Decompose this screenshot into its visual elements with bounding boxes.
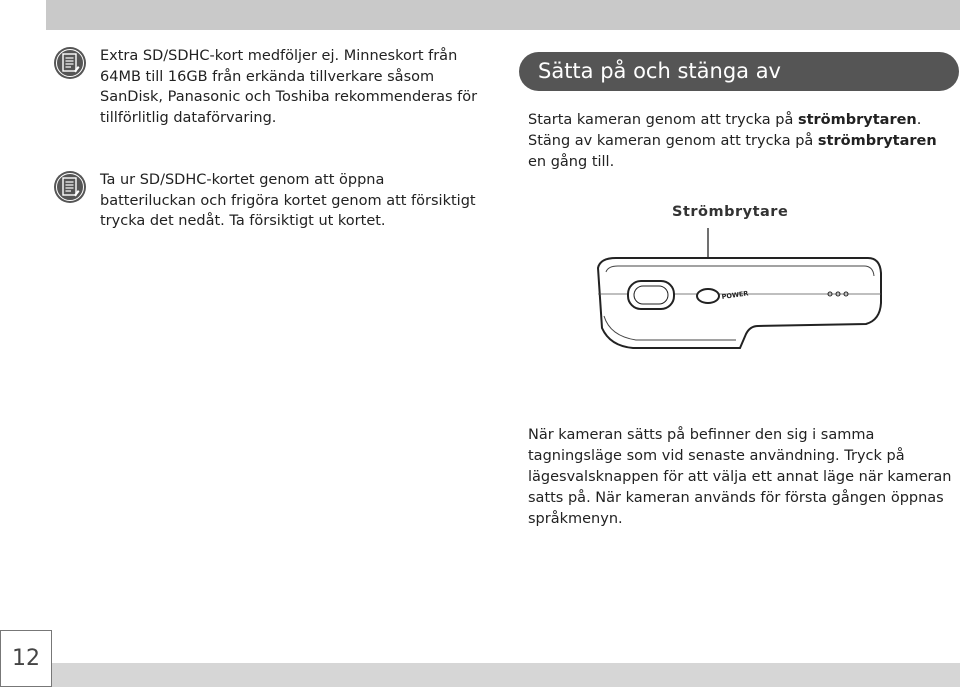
power-switch-term: strömbrytaren bbox=[797, 112, 917, 128]
note-text: Ta ur SD/SDHC-kortet genom att öppna batteriluckan och frigöra kortet genom att försiktigt trycka det nedåt. Ta försiktigt ut kortet. bbox=[100, 172, 476, 229]
note-card bbox=[53, 170, 483, 232]
note-icon bbox=[53, 170, 87, 204]
intro-paragraph: Starta kameran genom att trycka på strömbrytaren. Stäng av kameran genom att trycka på strömbrytaren en gång till. bbox=[528, 112, 937, 170]
page-number: 12 bbox=[0, 630, 52, 687]
note-icon bbox=[53, 46, 87, 80]
note-card bbox=[53, 46, 483, 128]
power-button-label: POWER bbox=[721, 289, 749, 301]
note-text: Extra SD/SDHC-kort medföljer ej. Minneskort från 64MB till 16GB från erkända tillverkare såsom SanDisk, Panasonic och Toshiba rekommenderas för tillförlitlig dataförvaring. bbox=[100, 48, 478, 126]
camera-top-illustration bbox=[588, 228, 888, 353]
power-switch-callout-label: Strömbrytare bbox=[672, 204, 789, 220]
footer-bar bbox=[52, 663, 960, 687]
startup-paragraph: När kameran sätts på befinner den sig i samma tagningsläge som vid senaste användning. Tryck på lägesvalsknappen för att välja ett annat läge när kameran satts på. När kameran används för första gången öppnas språkmenyn. bbox=[528, 427, 952, 527]
power-button bbox=[697, 289, 719, 303]
power-switch-term: strömbrytaren bbox=[817, 133, 937, 149]
section-heading: Sätta på och stänga av bbox=[519, 52, 959, 91]
shutter-button bbox=[628, 281, 674, 309]
top-header-bar bbox=[46, 0, 960, 30]
